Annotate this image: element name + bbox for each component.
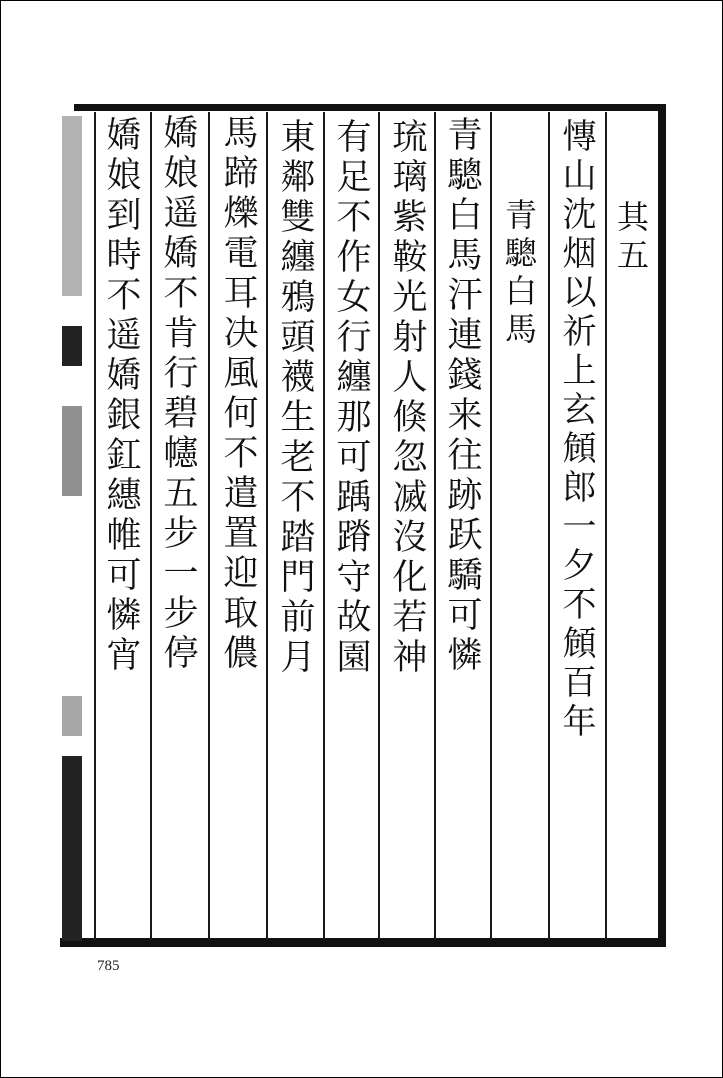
column-rule	[378, 112, 380, 940]
border-top	[74, 104, 666, 111]
column-heading: 其五	[612, 200, 650, 276]
text-column-8: 嬌娘遥嬌不肯行碧幰五步一步停	[158, 114, 198, 674]
text-column-7: 馬蹄爍電耳决風何不遣置迎取儂	[218, 114, 258, 674]
border-right	[658, 104, 666, 947]
column-rule	[323, 112, 325, 940]
text-column-1: 慱山沈烟以祈上玄頠郎一夕不頠百年	[556, 118, 596, 742]
binding-gutter	[60, 116, 84, 941]
text-column-4: 琉璃紫鞍光射人倏忽㓕沒化若神	[387, 118, 427, 678]
page-number: 785	[97, 958, 120, 974]
text-block	[60, 104, 666, 947]
column-rule	[208, 112, 210, 940]
poem-title: 青驄白馬	[500, 198, 538, 350]
column-rule	[434, 112, 436, 940]
text-column-3: 青驄白馬汗連錢来往跡跃驕可憐	[442, 116, 482, 676]
column-rule	[94, 112, 96, 940]
column-rule	[490, 112, 492, 940]
text-column-6: 東鄰雙纏鴉頭襪生老不踏門前月	[275, 118, 315, 678]
column-rule	[150, 112, 152, 940]
column-rule	[266, 112, 268, 940]
column-rule	[605, 112, 607, 940]
text-column-5: 有足不作女行纏那可踽蹐守故園	[331, 118, 371, 678]
text-column-9: 嬌娘到時不遥嬌銀釭繐帷可憐宵	[101, 116, 141, 676]
column-rule	[548, 112, 550, 940]
